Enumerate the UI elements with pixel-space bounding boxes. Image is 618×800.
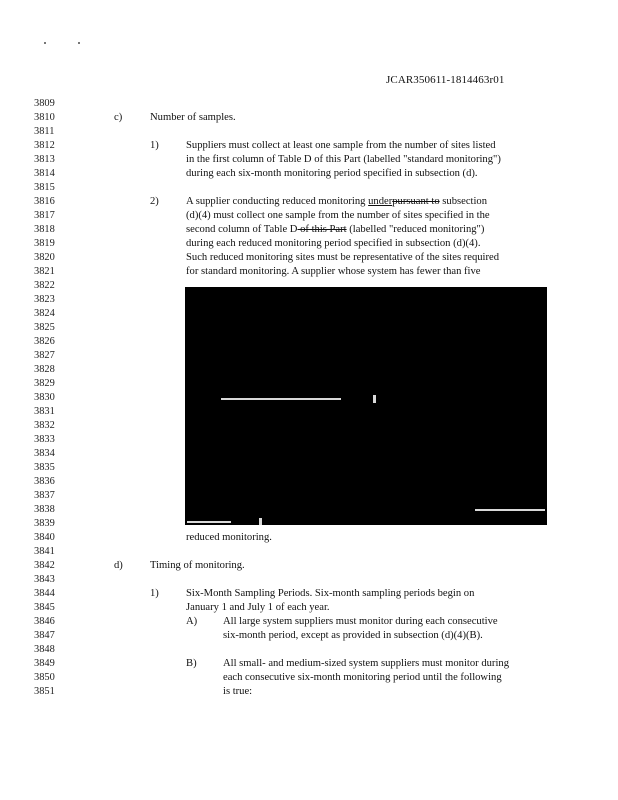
line-number: 3836 <box>34 476 55 487</box>
scan-noise <box>475 509 545 511</box>
line-number: 3820 <box>34 252 55 263</box>
section-c-title: Number of samples. <box>150 112 236 123</box>
scan-noise <box>221 398 341 400</box>
line-number: 3851 <box>34 686 55 697</box>
line-number: 3813 <box>34 154 55 165</box>
line-number: 3831 <box>34 406 55 417</box>
line-number: 3816 <box>34 196 55 207</box>
scan-speck <box>78 42 80 44</box>
line-number: 3840 <box>34 532 55 543</box>
line-number: 3821 <box>34 266 55 277</box>
inserted-text: under <box>368 196 393 207</box>
line-number: 3809 <box>34 98 55 109</box>
item-c1-label: 1) <box>150 140 159 151</box>
line-number: 3832 <box>34 420 55 431</box>
deleted-text: of this Part <box>297 224 347 235</box>
line-number: 3834 <box>34 448 55 459</box>
item-c2-line-4: during each reduced monitoring period specified in subsection (d)(4). <box>186 238 481 249</box>
item-d1B-line-3: is true: <box>223 686 253 697</box>
plain-text: second column of Table D <box>186 224 298 235</box>
line-number: 3815 <box>34 182 55 193</box>
line-number: 3818 <box>34 224 55 235</box>
line-number: 3837 <box>34 490 55 501</box>
line-number: 3811 <box>34 126 55 137</box>
line-number: 3828 <box>34 364 55 375</box>
line-number: 3817 <box>34 210 55 221</box>
item-d1A-label: A) <box>186 616 198 627</box>
line-number: 3833 <box>34 434 55 445</box>
line-number: 3848 <box>34 644 55 655</box>
item-c2-line-2: (d)(4) must collect one sample from the number of sites specified in the <box>186 210 490 221</box>
item-c2-line-5: Such reduced monitoring sites must be representative of the sites required <box>186 252 500 263</box>
line-number: 3822 <box>34 280 55 291</box>
redacted-block <box>185 287 547 525</box>
line-number: 3830 <box>34 392 55 403</box>
item-c2-line-3 <box>186 224 484 235</box>
line-number: 3844 <box>34 588 55 599</box>
line-number: 3825 <box>34 322 55 333</box>
item-c2-line-6: for standard monitoring. A supplier whose system has fewer than five <box>186 266 481 277</box>
document-id: JCAR350611-1814463r01 <box>386 74 505 86</box>
line-number: 3827 <box>34 350 55 361</box>
line-number: 3839 <box>34 518 55 529</box>
line-number: 3812 <box>34 140 55 151</box>
line-number: 3835 <box>34 462 55 473</box>
item-d1-line-2: January 1 and July 1 of each year. <box>186 602 330 613</box>
item-c1-line: during each six-month monitoring period specified in subsection (d). <box>186 168 478 179</box>
line-number: 3845 <box>34 602 55 613</box>
item-c2-label: 2) <box>150 196 159 207</box>
scan-specks <box>44 42 82 45</box>
line-number: 3826 <box>34 336 55 347</box>
plain-text: A supplier conducting reduced monitoring <box>186 196 369 207</box>
item-c2-line-1 <box>186 196 487 207</box>
plain-text: subsection <box>439 196 487 207</box>
line-number: 3810 <box>34 112 55 123</box>
item-d1B-label: B) <box>186 658 197 669</box>
scan-noise <box>259 518 262 525</box>
line-number: 3846 <box>34 616 55 627</box>
line-number: 3843 <box>34 574 55 585</box>
item-d1-line-1: Six-Month Sampling Periods. Six-month sampling periods begin on <box>186 588 475 599</box>
line-number: 3842 <box>34 560 55 571</box>
item-c1-line: in the first column of Table D of this Part (labelled "standard monitoring") <box>186 154 501 165</box>
scan-noise <box>373 395 376 403</box>
section-d-title: Timing of monitoring. <box>150 560 245 571</box>
line-number: 3829 <box>34 378 55 389</box>
section-c-label: c) <box>114 112 123 123</box>
line-number: 3819 <box>34 238 55 249</box>
plain-text: (labelled "reduced monitoring") <box>346 224 485 235</box>
item-d1A-line-2: six-month period, except as provided in subsection (d)(4)(B). <box>223 630 483 641</box>
item-c2-line-after: reduced monitoring. <box>186 532 272 543</box>
line-number: 3814 <box>34 168 55 179</box>
scan-noise <box>187 521 231 523</box>
item-d1-label: 1) <box>150 588 159 599</box>
deleted-text: pursuant to <box>392 196 440 207</box>
line-number: 3838 <box>34 504 55 515</box>
item-d1A-line-1: All large system suppliers must monitor during each consecutive <box>223 616 498 627</box>
item-d1B-line-1: All small- and medium-sized system suppliers must monitor during <box>223 658 510 669</box>
item-c1-line: Suppliers must collect at least one sample from the number of sites listed <box>186 140 496 151</box>
line-number: 3841 <box>34 546 55 557</box>
scan-speck <box>44 42 46 44</box>
line-number: 3824 <box>34 308 55 319</box>
section-d-label: d) <box>114 560 123 571</box>
line-number: 3847 <box>34 630 55 641</box>
line-number: 3823 <box>34 294 55 305</box>
line-number: 3850 <box>34 672 55 683</box>
line-number: 3849 <box>34 658 55 669</box>
item-d1B-line-2: each consecutive six-month monitoring period until the following <box>223 672 502 683</box>
